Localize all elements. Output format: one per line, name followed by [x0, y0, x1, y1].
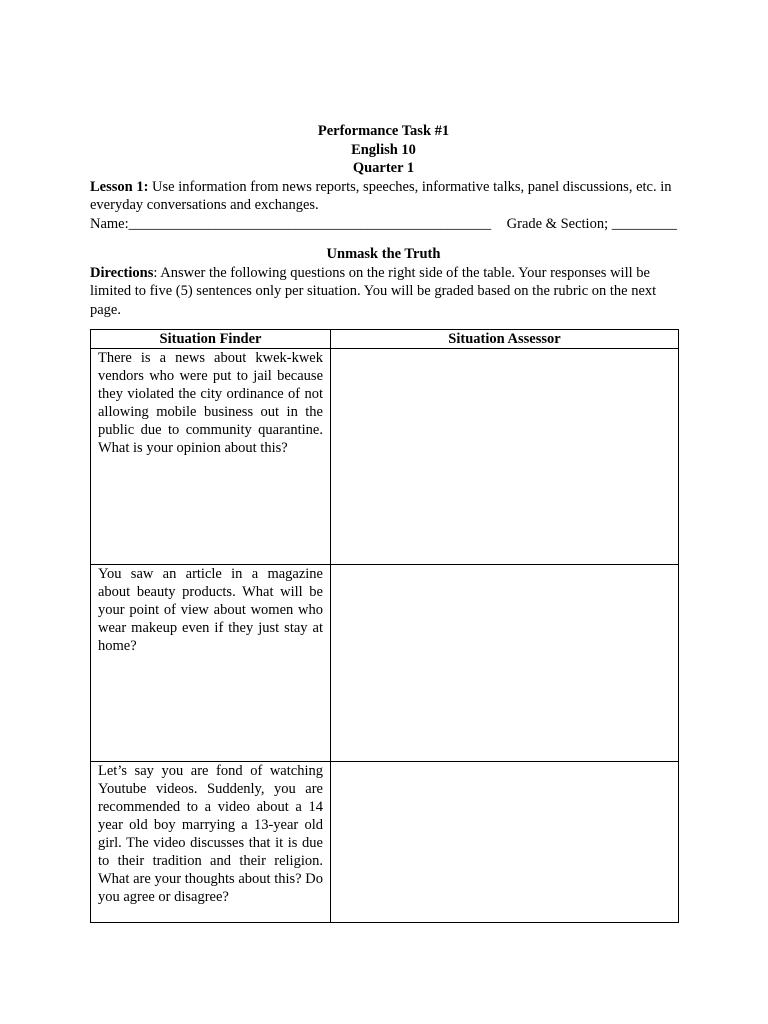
- grade-section-field[interactable]: Grade & Section; _________: [506, 215, 677, 232]
- name-field[interactable]: Name:__________________________________________________: [90, 215, 492, 232]
- situation-assessor-header: Situation Assessor: [331, 330, 679, 349]
- table-row: [91, 565, 679, 762]
- response-cell[interactable]: [331, 349, 679, 565]
- activity-title: Unmask the Truth: [326, 246, 441, 262]
- lesson-text: Use information from news reports, speeches, informative talks, panel discussions, etc. in everyday conversations and exchanges.: [90, 178, 672, 213]
- directions-text: : Answer the following questions on the right side of the table. Your responses will be limited to five (5) sentences only per situation. You will be graded based on the rubric on the next page.: [90, 264, 657, 318]
- situation-finder-header: Situation Finder: [91, 330, 331, 349]
- subject-title: English 10: [351, 141, 416, 158]
- directions-paragraph: [90, 264, 677, 320]
- task-title: Performance Task #1: [317, 123, 450, 139]
- situation-cell: You saw an article in a magazine about beauty products. What will be your point of view about women who wear makeup even if they just stay at home?: [91, 565, 331, 762]
- lesson-paragraph: [90, 178, 677, 215]
- document-content: [90, 122, 677, 923]
- situation-table: [90, 329, 679, 923]
- response-cell[interactable]: [331, 565, 679, 762]
- table-row: [91, 762, 679, 923]
- student-info-line: [90, 215, 677, 234]
- situation-cell: Let’s say you are fond of watching Youtube videos. Suddenly, you are recommended to a video about a 14 year old boy marrying a 13-year old girl. The video discusses that it is due to their tradition and their religion. What are your thoughts about this? Do you agree or disagree?: [91, 762, 331, 923]
- quarter-title: Quarter 1: [352, 160, 415, 176]
- lesson-label: Lesson 1:: [90, 178, 149, 195]
- situation-cell: There is a news about kwek-kwek vendors who were put to jail because they violated the city ordinance of not allowing mobile business out in the public due to community quarantine. What is your opinion about this?: [91, 349, 331, 565]
- table-header-row: [91, 330, 679, 349]
- table-row: [91, 349, 679, 565]
- response-cell[interactable]: [331, 762, 679, 923]
- directions-label: Directions: [90, 264, 154, 281]
